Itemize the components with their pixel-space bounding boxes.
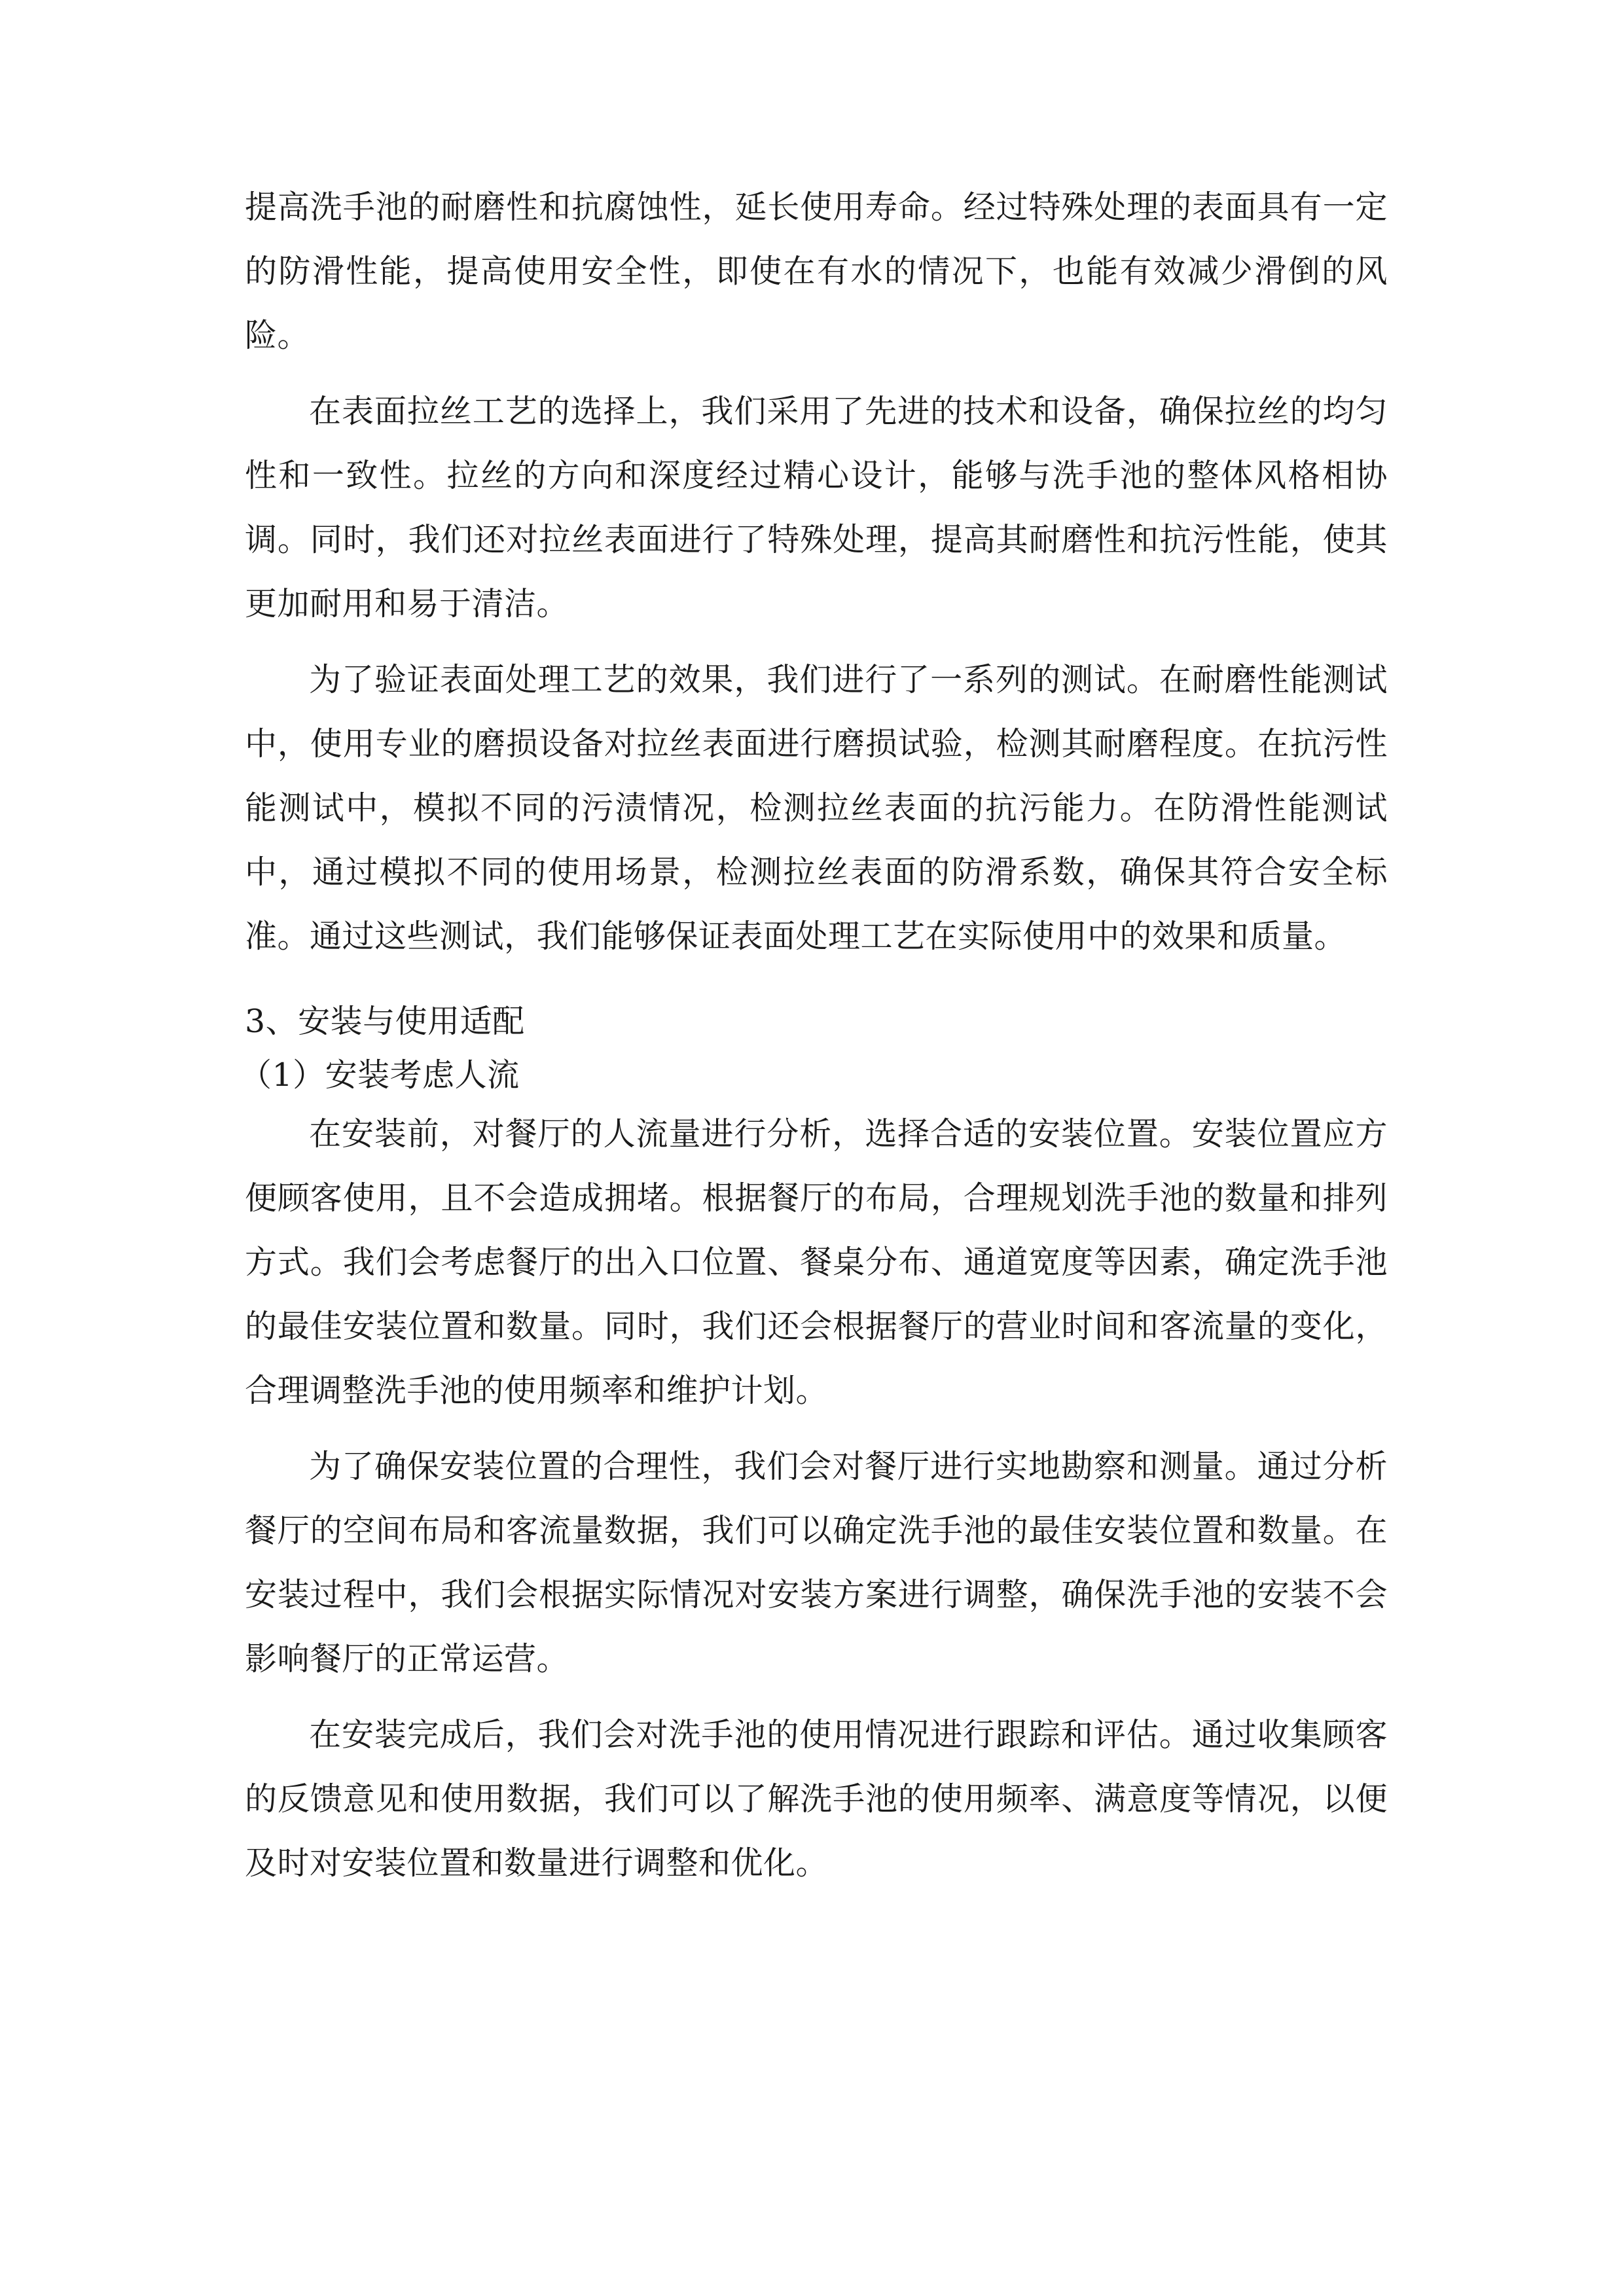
document-body xyxy=(240,175,1388,1895)
section-heading: 3、安装与使用适配 xyxy=(245,1003,525,1040)
section-heading-block xyxy=(240,995,1388,1102)
paragraph-traffic-analysis: 在安装前，对餐厅的人流量进行分析，选择合适的安装位置。安装位置应方便顾客使用，且不会造成拥堵。根据餐厅的布局，合理规划洗手池的数量和排列方式。我们会考虑餐厅的出入口位置、餐桌分布、通道宽度等因素，确定洗手池的最佳安装位置和数量。同时，我们还会根据餐厅的营业时间和客流量的变化，合理调整洗手池的使用频率和维护计划。 xyxy=(245,1115,1388,1409)
paragraph-surface-durability: 提高洗手池的耐磨性和抗腐蚀性，延长使用寿命。经过特殊处理的表面具有一定的防滑性能，提高使用安全性，即使在有水的情况下，也能有效减少滑倒的风险。 xyxy=(245,188,1388,354)
paragraph-post-install-evaluation: 在安装完成后，我们会对洗手池的使用情况进行跟踪和评估。通过收集顾客的反馈意见和使用数据，我们可以了解洗手池的使用频率、满意度等情况，以便及时对安装位置和数量进行调整和优化。 xyxy=(245,1716,1388,1882)
paragraph-site-survey: 为了确保安装位置的合理性，我们会对餐厅进行实地勘察和测量。通过分析餐厅的空间布局和客流量数据，我们可以确定洗手池的最佳安装位置和数量。在安装过程中，我们会根据实际情况对安装方案进行调整，确保洗手池的安装不会影响餐厅的正常运营。 xyxy=(245,1448,1388,1677)
paragraph-brushing-process: 在表面拉丝工艺的选择上，我们采用了先进的技术和设备，确保拉丝的均匀性和一致性。拉丝的方向和深度经过精心设计，能够与洗手池的整体风格相协调。同时，我们还对拉丝表面进行了特殊处理，提高其耐磨性和抗污性能，使其更加耐用和易于清洁。 xyxy=(245,393,1388,622)
subsection-heading: （1）安装考虑人流 xyxy=(240,1056,520,1094)
paragraph-testing: 为了验证表面处理工艺的效果，我们进行了一系列的测试。在耐磨性能测试中，使用专业的磨损设备对拉丝表面进行磨损试验，检测其耐磨程度。在抗污性能测试中，模拟不同的污渍情况，检测拉丝表面的抗污能力。在防滑性能测试中，通过模拟不同的使用场景，检测拉丝表面的防滑系数，确保其符合安全标准。通过这些测试，我们能够保证表面处理工艺在实际使用中的效果和质量。 xyxy=(245,661,1388,955)
